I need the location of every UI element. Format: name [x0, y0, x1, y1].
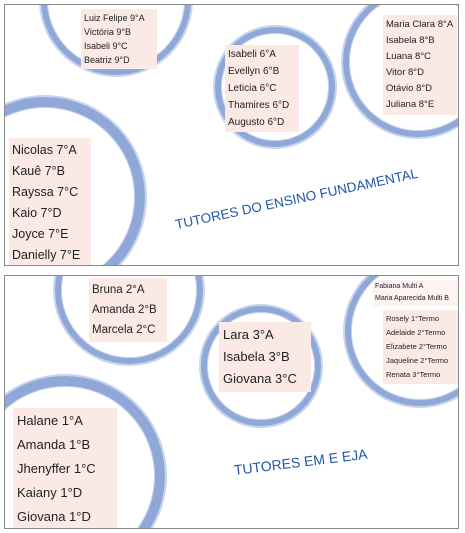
- tutor-name: Halane 1°A: [17, 413, 83, 428]
- tutor-name: Fabiana Multi A: [375, 283, 424, 290]
- fundamental-panel: [4, 4, 459, 266]
- em-eja-panel: [4, 275, 459, 529]
- group-6th-grade: [225, 45, 299, 132]
- tutor-name: Evellyn 6°B: [228, 66, 280, 77]
- group-2nd-year: [89, 278, 167, 342]
- tutor-name: Jaqueline 2°Termo: [386, 356, 449, 365]
- group-termo: [383, 310, 459, 384]
- group-1st-year: [13, 408, 117, 529]
- tutor-name: Beatriz 9°D: [84, 55, 130, 65]
- tutor-name: Maria Aparecida Multi B: [375, 295, 449, 302]
- tutor-name: Luiz Felipe 9°A: [84, 13, 145, 23]
- tutor-name: Isabeli 9°C: [84, 41, 128, 51]
- group-9th-grade: [81, 9, 157, 69]
- tutor-name: Rayssa 7°C: [12, 185, 79, 199]
- tutor-name: Jhenyffer 1°C: [17, 461, 96, 476]
- tutor-name: Isabela 8°B: [386, 35, 435, 46]
- tutor-name: Kaiany 1°D: [17, 485, 83, 500]
- tutor-name: Lara 3°A: [223, 327, 274, 342]
- tutor-name: Amanda 2°B: [92, 304, 157, 316]
- tutor-name: Thamires 6°D: [228, 100, 290, 111]
- tutor-name: Giovana 3°C: [223, 371, 297, 386]
- tutor-name: Renata 3°Termo: [386, 370, 441, 379]
- group-multi: [373, 280, 459, 306]
- tutor-name: Elizabete 2°Termo: [386, 342, 447, 351]
- tutor-name: Marcela 2°C: [92, 324, 156, 336]
- em-eja-title: TUTORES EM E EJA: [233, 445, 369, 478]
- tutor-name: Joyce 7°E: [12, 227, 69, 241]
- tutor-name: Augusto 6°D: [228, 117, 285, 128]
- group-3rd-year: [219, 322, 311, 392]
- tutor-name: Maria Clara 8°A: [386, 19, 454, 30]
- tutor-name: Isabela 3°B: [223, 349, 290, 364]
- tutor-name: Kauê 7°B: [12, 164, 65, 178]
- tutor-name: Leticia 6°C: [228, 83, 277, 94]
- tutor-name: Bruna 2°A: [92, 284, 145, 296]
- tutor-name: Amanda 1°B: [17, 437, 91, 452]
- tutor-name: Nicolas 7°A: [12, 143, 77, 157]
- group-8th-grade: [383, 15, 457, 115]
- tutor-name: Luana 8°C: [386, 51, 431, 62]
- tutor-name: Vitor 8°D: [386, 67, 424, 78]
- tutor-name: Giovana 1°D: [17, 509, 91, 524]
- group-7th-grade: [9, 138, 91, 266]
- tutor-name: Otávio 8°D: [386, 83, 433, 94]
- tutor-name: Victória 9°B: [84, 27, 131, 37]
- tutor-name: Juliana 8°E: [386, 99, 435, 110]
- tutor-name: Adelaide 2°Termo: [386, 328, 446, 337]
- tutor-name: Isabeli 6°A: [228, 49, 276, 60]
- tutor-name: Kaio 7°D: [12, 206, 62, 220]
- tutor-name: Danielly 7°E: [12, 248, 81, 262]
- tutor-name: Rosely 1°Termo: [386, 314, 440, 323]
- fundamental-title: TUTORES DO ENSINO FUNDAMENTAL: [173, 165, 420, 232]
